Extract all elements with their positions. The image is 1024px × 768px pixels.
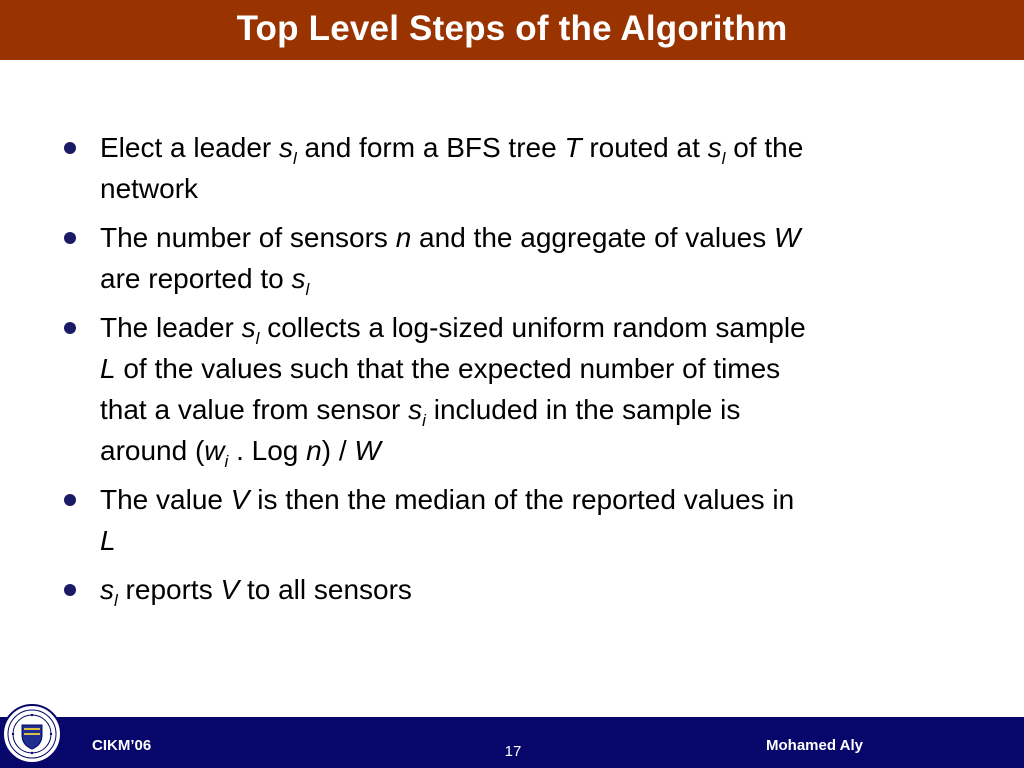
bullet-text: and the aggregate of values [411,222,774,253]
bullet-text: included in the sample is [425,394,741,425]
math-subscript: l [293,149,297,168]
bullet-text: are reported to [100,263,292,294]
bullet-text: routed at [581,132,708,163]
bullet-line [100,258,980,299]
bullet-line [100,168,980,209]
bullet-text: is then the median of the reported values in [249,484,795,515]
bullet-line [100,430,980,471]
math-variable: T [564,132,582,163]
math-variable: V [220,574,240,605]
bullet-line [100,520,980,561]
bullet-text: The value [100,484,231,515]
bullet-dot-icon [64,232,76,244]
bullet-line [100,307,980,348]
bullet-text: The number of sensors [100,222,396,253]
bullet-item [60,479,980,561]
bullet-text: The leader [100,312,242,343]
bullet-list [60,127,980,618]
bullet-dot-icon [64,494,76,506]
bullet-item [60,569,980,610]
bullet-line [100,569,980,610]
bullet-text: network [100,173,199,204]
math-variable: n [306,435,322,466]
math-variable: L [100,525,116,556]
math-variable: W [774,222,801,253]
math-variable: s [408,394,423,425]
math-subscript: i [422,411,426,430]
math-variable: s [241,312,256,343]
bullet-text: ) / [321,435,355,466]
math-variable: s [707,132,722,163]
bullet-line [100,127,980,168]
math-variable: s [100,574,114,605]
math-variable: s [291,263,306,294]
bullet-dot-icon [64,322,76,334]
bullet-text: of the values such that the expected number of times [115,353,781,384]
page-number: 17 [504,743,522,760]
math-variable: W [354,435,381,466]
bullet-dot-icon [64,584,76,596]
math-subscript: l [255,329,260,348]
slide-title: Top Level Steps of the Algorithm [236,8,788,48]
bullet-text: reports [117,574,221,605]
math-variable: n [395,222,412,253]
bullet-item [60,307,980,471]
bullet-text: Elect a leader [100,132,279,163]
math-variable: w [204,435,225,466]
bullet-text: and form a BFS tree [296,132,565,163]
bullet-line [100,389,980,430]
math-variable: s [279,132,293,163]
bullet-text: of the [725,132,804,163]
university-seal-icon [2,703,62,765]
bullet-line [100,348,980,389]
bullet-item [60,217,980,299]
footer-conference: CIKM’06 [92,737,152,754]
bullet-line [100,479,980,520]
bullet-text: around ( [100,435,205,466]
math-variable: V [230,484,250,515]
math-variable: L [100,353,116,384]
bullet-text: . Log [228,435,307,466]
bullet-text: to all sensors [239,574,412,605]
bullet-item [60,127,980,209]
title-bar [0,0,1024,60]
bullet-line [100,217,980,258]
math-subscript: l [114,591,118,610]
math-subscript: i [224,452,229,471]
bullet-text: collects a log-sized uniform random sample [259,312,806,343]
bullet-text: that a value from sensor [100,394,409,425]
math-subscript: l [305,280,310,299]
bullet-dot-icon [64,142,76,154]
footer-author: Mohamed Aly [766,737,863,754]
math-subscript: l [721,149,726,168]
